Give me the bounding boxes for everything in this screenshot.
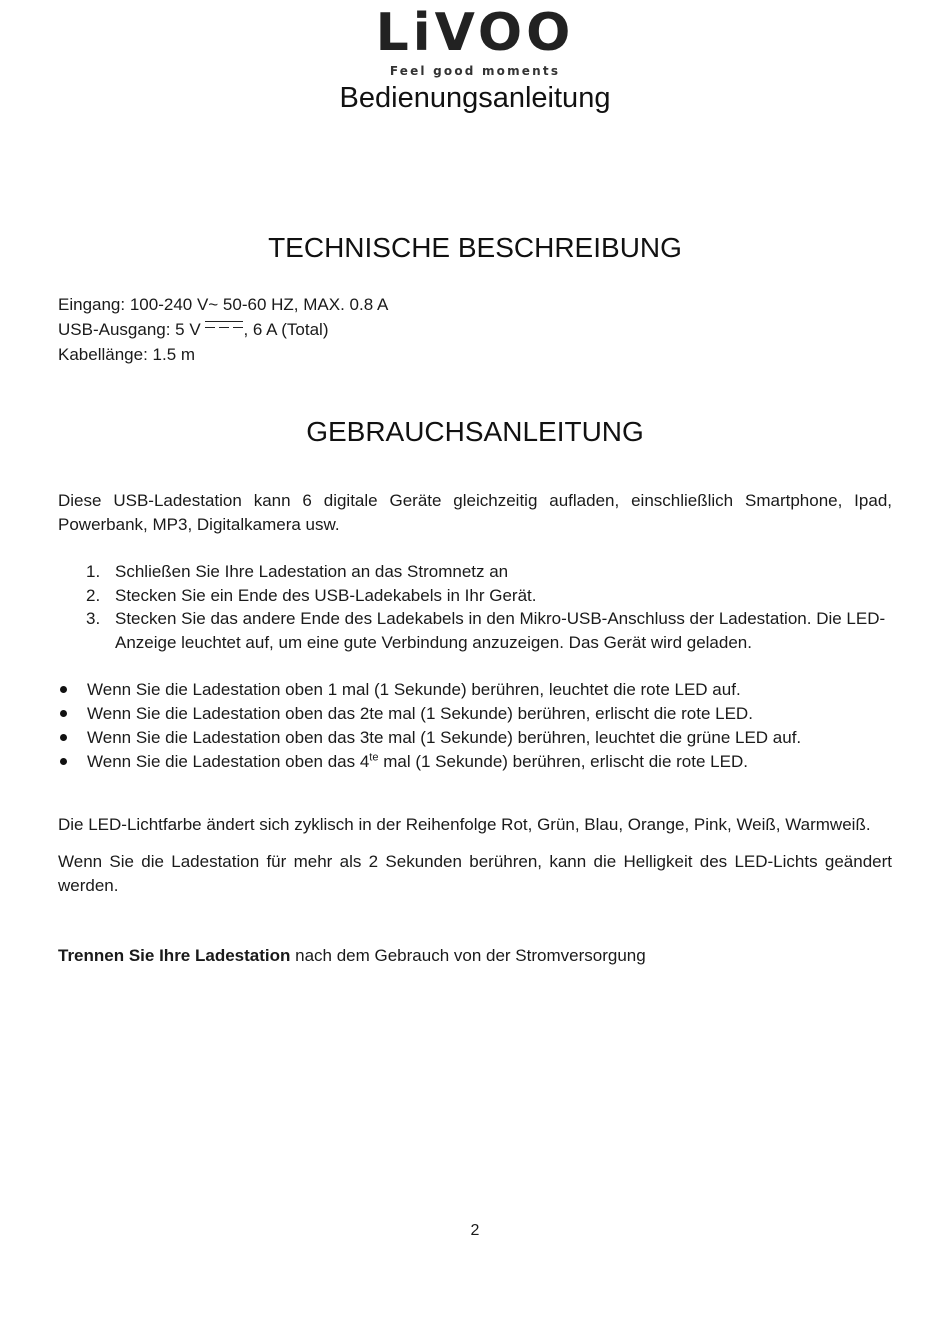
logo-wordmark: LiVOO (375, 3, 575, 63)
spec-input: Eingang: 100-240 V~ 50-60 HZ, MAX. 0.8 A (58, 295, 389, 314)
list-item (58, 584, 892, 608)
steps-list (58, 560, 892, 654)
spec-usb-output-prefix: USB-Ausgang: 5 V (58, 320, 201, 339)
bullet-text-before: Wenn Sie die Ladestation oben das 4 (87, 752, 370, 771)
bullet-icon (60, 686, 67, 693)
document-title: Bedienungsanleitung (339, 82, 611, 114)
bullet-icon (60, 734, 67, 741)
step-text: Stecken Sie das andere Ende des Ladekabels in den Mikro-USB-Anschluss der Ladestation. Die LED-Anzeige leuchtet auf, um eine gute Verbindung anzuzeigen. Das Gerät wird geladen. (115, 609, 886, 652)
bullet-text: Wenn Sie die Ladestation oben 1 mal (1 Sekunde) berühren, leuchtet die rote LED auf. (87, 680, 741, 699)
list-item (58, 560, 892, 584)
bullet-text-after: mal (1 Sekunde) berühren, erlischt die rote LED. (378, 752, 748, 771)
step-number: 2. (86, 585, 101, 605)
spec-usb-output-suffix: , 6 A (Total) (243, 320, 329, 339)
bullet-text: Wenn Sie die Ladestation oben das 2te mal (1 Sekunde) berühren, erlischt die rote LED. (87, 704, 753, 723)
list-item (58, 607, 892, 654)
spec-usb-output (58, 317, 388, 342)
logo-tagline: Feel good moments (389, 64, 561, 78)
bullet-text-superscript: te (369, 751, 379, 764)
disconnect-rest: nach dem Gebrauch von der Stromversorgung (290, 946, 646, 965)
tech-heading: TECHNISCHE BESCHREIBUNG (268, 232, 682, 263)
usage-heading: GEBRAUCHSANLEITUNG (306, 416, 644, 447)
disconnect-bold: Trennen Sie Ihre Ladestation (58, 946, 291, 965)
color-cycle-note: Die LED-Lichtfarbe ändert sich zyklisch in der Reihenfolge Rot, Grün, Blau, Orange, Pink, Weiß, Warmweiß. (58, 815, 871, 834)
list-item (58, 726, 892, 750)
bullet-icon (60, 710, 67, 717)
tech-specs (58, 292, 388, 367)
spec-cable: Kabellänge: 1.5 m (58, 345, 196, 364)
list-item (58, 678, 892, 702)
page-number: 2 (470, 1222, 480, 1239)
step-text: Stecken Sie ein Ende des USB-Ladekabels in Ihr Gerät. (115, 585, 537, 605)
usage-intro: Diese USB-Ladestation kann 6 digitale Geräte gleichzeitig aufladen, einschließlich Smartphone, Ipad, Powerbank, MP3, Digitalkamera usw. (58, 491, 892, 534)
brightness-note: Wenn Sie die Ladestation für mehr als 2 Sekunden berühren, kann die Helligkeit des LED-Lichts geändert werden. (58, 852, 892, 895)
disconnect-note (58, 944, 892, 968)
step-number: 3. (86, 609, 101, 628)
brand-logo (0, 3, 950, 78)
list-item (58, 750, 892, 774)
led-bullets (58, 678, 892, 774)
list-item (58, 702, 892, 726)
bullet-icon (60, 758, 67, 765)
dc-symbol-icon (205, 321, 243, 333)
bullet-text: Wenn Sie die Ladestation oben das 3te mal (1 Sekunde) berühren, leuchtet die grüne LED auf. (87, 728, 802, 747)
step-text: Schließen Sie Ihre Ladestation an das Stromnetz an (115, 562, 509, 581)
step-number: 1. (86, 562, 101, 581)
